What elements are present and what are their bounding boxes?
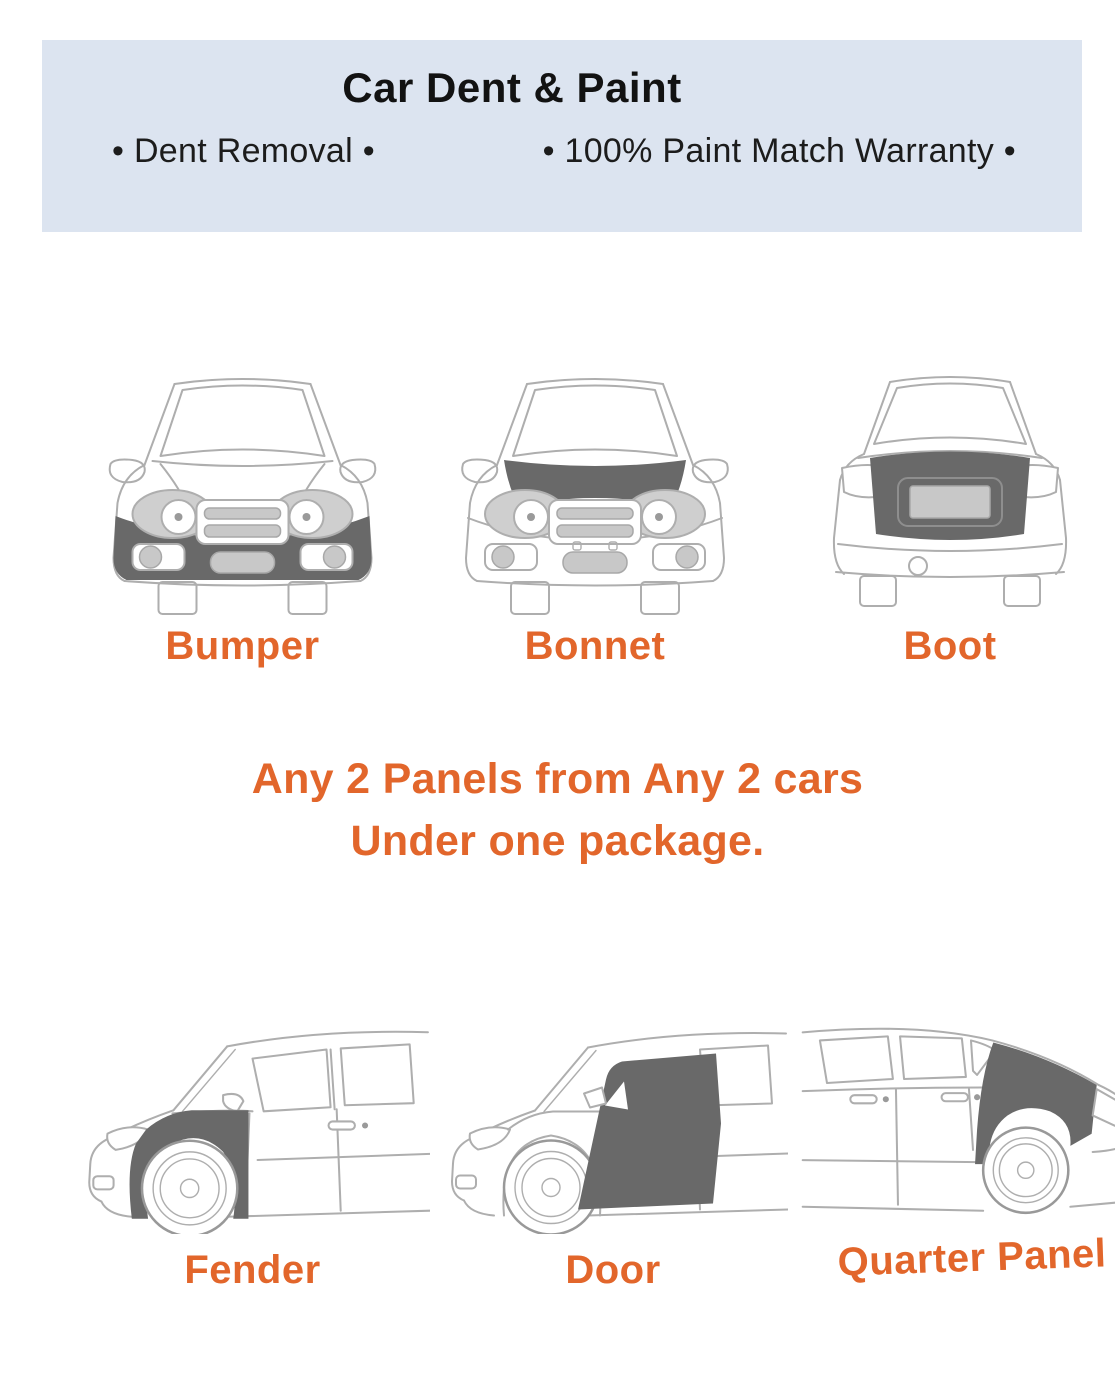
quarter-panel-figure: [792, 1008, 1115, 1285]
car-front-bumper-icon: [85, 368, 400, 618]
car-rear-boot-icon: [785, 368, 1115, 618]
service-bullets: [42, 132, 1082, 171]
quarter-panel-label: Quarter Panel: [836, 1231, 1108, 1285]
car-side-fender-icon: [75, 1016, 430, 1234]
bullet-dent-removal: • Dent Removal •: [112, 132, 375, 171]
bonnet-figure: [435, 368, 755, 669]
boot-figure: [785, 368, 1115, 669]
bumper-figure: [85, 368, 400, 669]
promo-line-2: Under one package.: [350, 817, 765, 865]
bumper-label: Bumper: [165, 624, 320, 668]
car-front-bonnet-icon: [435, 368, 755, 618]
car-side-open-door-icon: [438, 1016, 788, 1234]
bullet-paint-warranty: • 100% Paint Match Warranty •: [542, 132, 1016, 171]
door-figure: [438, 1016, 788, 1293]
car-side-quarter-panel-icon: [792, 1008, 1115, 1226]
fender-figure: [75, 1016, 430, 1293]
fender-label: Fender: [184, 1248, 321, 1292]
boot-label: Boot: [903, 624, 997, 668]
promo-line-1: Any 2 Panels from Any 2 cars: [251, 755, 864, 803]
door-label: Door: [565, 1248, 661, 1292]
bonnet-label: Bonnet: [524, 624, 666, 668]
page-title: Car Dent & Paint: [342, 64, 682, 111]
promo-text: [0, 748, 1115, 872]
header-banner: [42, 40, 1082, 232]
